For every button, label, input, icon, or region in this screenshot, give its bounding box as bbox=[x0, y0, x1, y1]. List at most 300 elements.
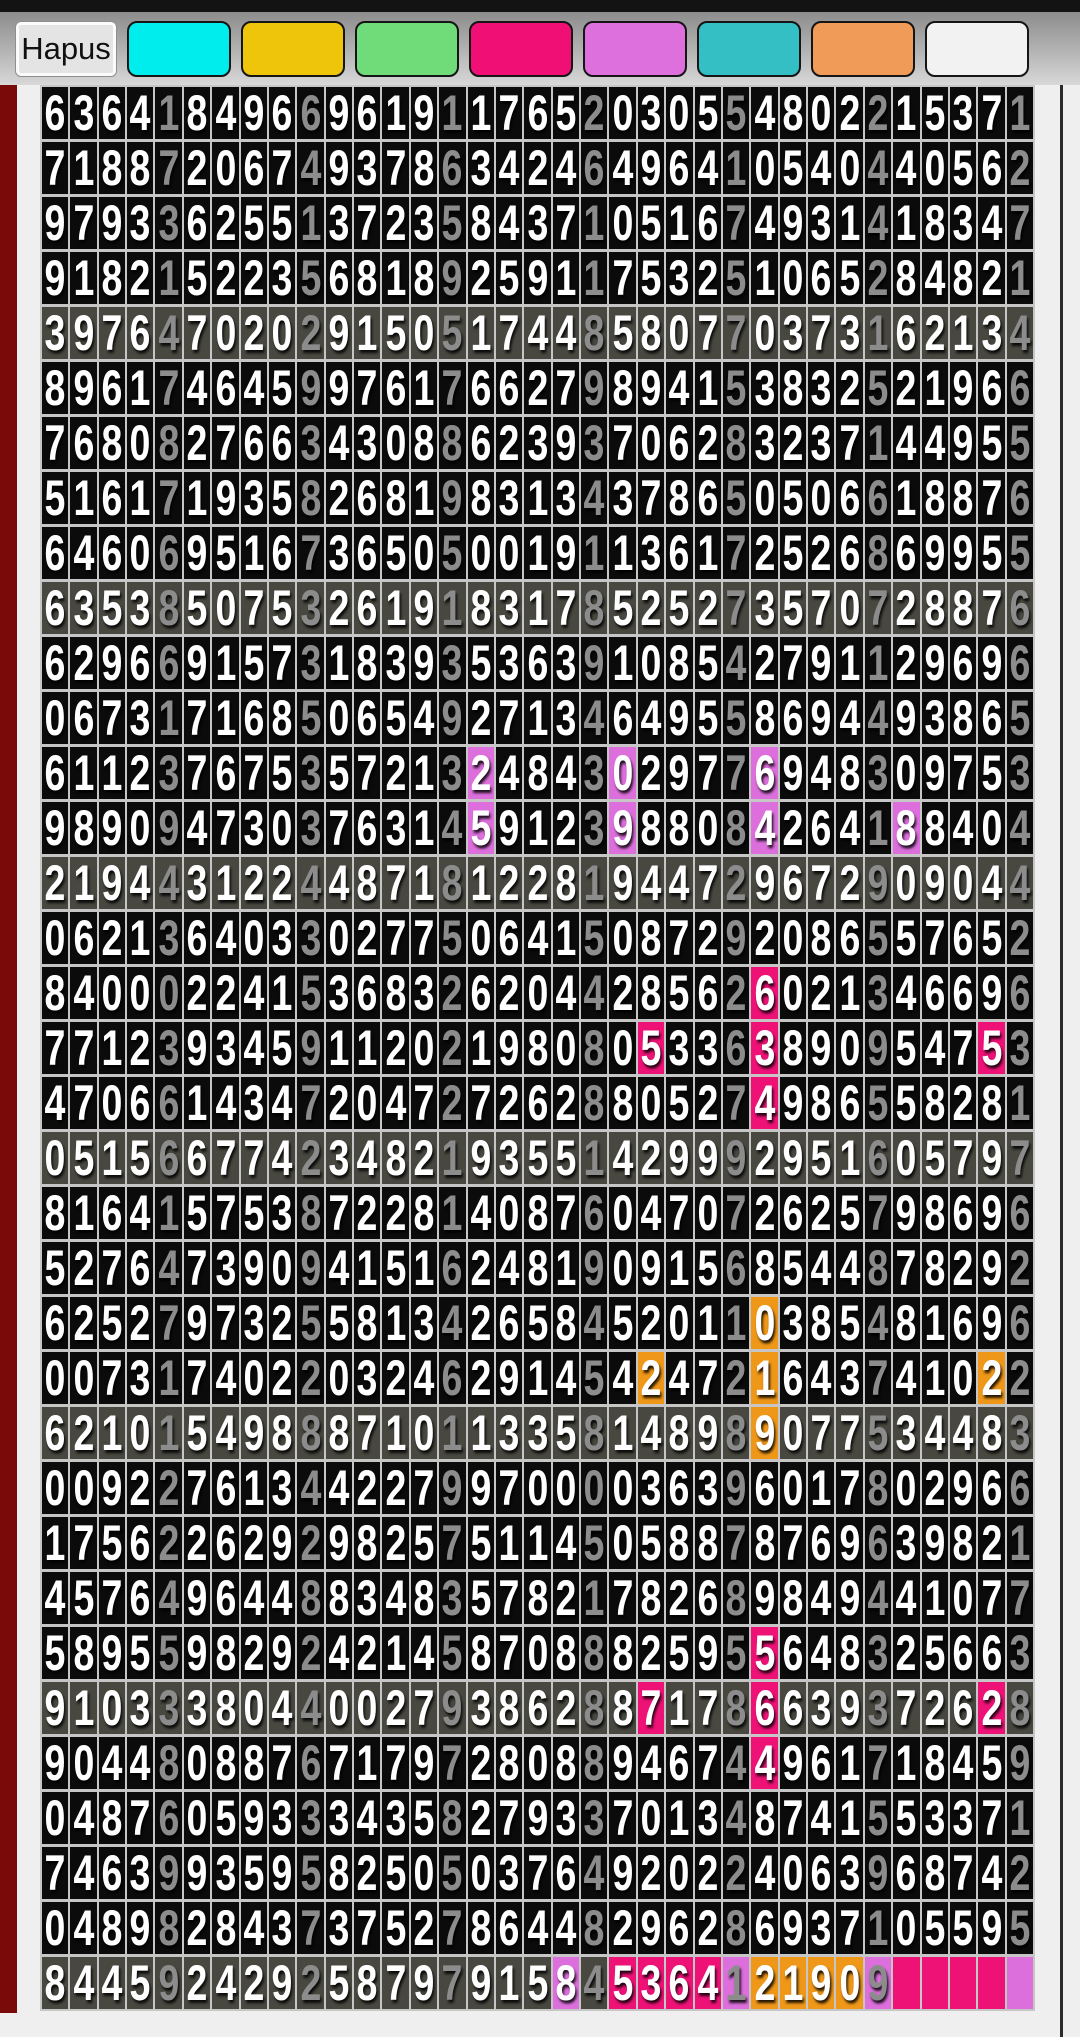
grid-cell[interactable] bbox=[609, 362, 635, 414]
grid-cell[interactable] bbox=[241, 692, 267, 744]
grid-cell[interactable] bbox=[751, 252, 777, 304]
grid-cell[interactable] bbox=[808, 1407, 834, 1459]
grid-cell[interactable] bbox=[609, 1407, 635, 1459]
grid-cell[interactable] bbox=[638, 197, 664, 249]
grid-cell[interactable] bbox=[155, 1737, 181, 1789]
grid-cell[interactable] bbox=[241, 1627, 267, 1679]
grid-cell[interactable] bbox=[468, 1407, 494, 1459]
grid-cell[interactable] bbox=[70, 362, 96, 414]
grid-cell[interactable] bbox=[978, 1022, 1004, 1074]
grid-cell[interactable] bbox=[780, 1682, 806, 1734]
grid-cell[interactable] bbox=[808, 1297, 834, 1349]
color-button-teal[interactable] bbox=[697, 21, 801, 77]
grid-cell[interactable] bbox=[382, 362, 408, 414]
grid-cell[interactable] bbox=[836, 582, 862, 634]
grid-cell[interactable] bbox=[155, 1957, 181, 2009]
grid-cell[interactable] bbox=[666, 197, 692, 249]
grid-cell[interactable] bbox=[836, 1902, 862, 1954]
grid-cell[interactable] bbox=[780, 1627, 806, 1679]
grid-cell[interactable] bbox=[326, 1407, 352, 1459]
grid-cell[interactable] bbox=[70, 87, 96, 139]
grid-cell[interactable] bbox=[269, 1187, 295, 1239]
grid-cell[interactable] bbox=[297, 1847, 323, 1899]
grid-cell[interactable] bbox=[155, 1077, 181, 1129]
grid-cell[interactable] bbox=[1007, 582, 1033, 634]
grid-cell[interactable] bbox=[978, 1517, 1004, 1569]
grid-cell[interactable] bbox=[212, 1737, 238, 1789]
grid-cell[interactable] bbox=[127, 1352, 153, 1404]
grid-cell[interactable] bbox=[922, 307, 948, 359]
grid-cell[interactable] bbox=[865, 1407, 891, 1459]
grid-cell[interactable] bbox=[581, 912, 607, 964]
grid-cell[interactable] bbox=[638, 1187, 664, 1239]
grid-cell[interactable] bbox=[411, 1737, 437, 1789]
grid-cell[interactable] bbox=[42, 692, 68, 744]
grid-cell[interactable] bbox=[212, 1627, 238, 1679]
grid-cell[interactable] bbox=[751, 1517, 777, 1569]
grid-cell[interactable] bbox=[609, 802, 635, 854]
grid-cell[interactable] bbox=[496, 857, 522, 909]
grid-cell[interactable] bbox=[354, 1737, 380, 1789]
grid-cell[interactable] bbox=[609, 692, 635, 744]
grid-cell[interactable] bbox=[581, 142, 607, 194]
grid-cell[interactable] bbox=[382, 967, 408, 1019]
grid-cell[interactable] bbox=[836, 307, 862, 359]
grid-cell[interactable] bbox=[439, 1132, 465, 1184]
grid-cell[interactable] bbox=[382, 1352, 408, 1404]
grid-cell[interactable] bbox=[354, 1902, 380, 1954]
grid-cell[interactable] bbox=[354, 417, 380, 469]
grid-cell[interactable] bbox=[666, 362, 692, 414]
grid-cell[interactable] bbox=[922, 252, 948, 304]
grid-cell[interactable] bbox=[581, 527, 607, 579]
grid-cell[interactable] bbox=[865, 1847, 891, 1899]
grid-cell[interactable] bbox=[978, 692, 1004, 744]
grid-cell[interactable] bbox=[155, 1627, 181, 1679]
grid-cell[interactable] bbox=[411, 197, 437, 249]
grid-cell[interactable] bbox=[922, 527, 948, 579]
grid-cell[interactable] bbox=[666, 1517, 692, 1569]
grid-cell[interactable] bbox=[326, 472, 352, 524]
grid-cell[interactable] bbox=[1007, 527, 1033, 579]
grid-cell[interactable] bbox=[723, 1957, 749, 2009]
grid-cell[interactable] bbox=[609, 1077, 635, 1129]
grid-cell[interactable] bbox=[723, 1077, 749, 1129]
grid-cell[interactable] bbox=[581, 747, 607, 799]
grid-cell[interactable] bbox=[524, 252, 550, 304]
grid-cell[interactable] bbox=[212, 362, 238, 414]
grid-cell[interactable] bbox=[893, 1792, 919, 1844]
grid-cell[interactable] bbox=[780, 252, 806, 304]
grid-cell[interactable] bbox=[638, 692, 664, 744]
grid-cell[interactable] bbox=[808, 967, 834, 1019]
grid-cell[interactable] bbox=[808, 582, 834, 634]
grid-cell[interactable] bbox=[297, 967, 323, 1019]
grid-cell[interactable] bbox=[439, 582, 465, 634]
grid-cell[interactable] bbox=[922, 1847, 948, 1899]
grid-cell[interactable] bbox=[978, 1627, 1004, 1679]
grid-cell[interactable] bbox=[780, 747, 806, 799]
grid-cell[interactable] bbox=[950, 1792, 976, 1844]
grid-cell[interactable] bbox=[865, 1297, 891, 1349]
grid-cell[interactable] bbox=[950, 967, 976, 1019]
grid-cell[interactable] bbox=[127, 1792, 153, 1844]
grid-cell[interactable] bbox=[553, 1462, 579, 1514]
grid-cell[interactable] bbox=[950, 1517, 976, 1569]
grid-cell[interactable] bbox=[865, 362, 891, 414]
grid-cell[interactable] bbox=[865, 197, 891, 249]
grid-cell[interactable] bbox=[581, 1077, 607, 1129]
grid-cell[interactable] bbox=[326, 1242, 352, 1294]
grid-cell[interactable] bbox=[978, 1682, 1004, 1734]
grid-cell[interactable] bbox=[70, 692, 96, 744]
grid-cell[interactable] bbox=[865, 1352, 891, 1404]
grid-cell[interactable] bbox=[1007, 1792, 1033, 1844]
grid-cell[interactable] bbox=[695, 1297, 721, 1349]
grid-cell[interactable] bbox=[808, 197, 834, 249]
grid-cell[interactable] bbox=[723, 1022, 749, 1074]
grid-cell[interactable] bbox=[70, 1682, 96, 1734]
grid-cell[interactable] bbox=[411, 582, 437, 634]
grid-cell[interactable] bbox=[978, 1187, 1004, 1239]
grid-cell[interactable] bbox=[865, 1077, 891, 1129]
grid-cell[interactable] bbox=[808, 1462, 834, 1514]
grid-cell[interactable] bbox=[1007, 967, 1033, 1019]
grid-cell[interactable] bbox=[609, 417, 635, 469]
grid-cell[interactable] bbox=[666, 1077, 692, 1129]
grid-cell[interactable] bbox=[269, 1407, 295, 1459]
grid-cell[interactable] bbox=[609, 1462, 635, 1514]
grid-cell[interactable] bbox=[808, 1792, 834, 1844]
grid-cell[interactable] bbox=[468, 362, 494, 414]
grid-cell[interactable] bbox=[155, 1847, 181, 1899]
grid-cell[interactable] bbox=[922, 747, 948, 799]
grid-cell[interactable] bbox=[836, 1737, 862, 1789]
grid-cell[interactable] bbox=[496, 1462, 522, 1514]
grid-cell[interactable] bbox=[127, 912, 153, 964]
grid-cell[interactable] bbox=[666, 1572, 692, 1624]
grid-cell[interactable] bbox=[42, 1572, 68, 1624]
grid-cell[interactable] bbox=[70, 747, 96, 799]
grid-cell[interactable] bbox=[695, 142, 721, 194]
grid-cell[interactable] bbox=[581, 1517, 607, 1569]
grid-cell[interactable] bbox=[723, 1407, 749, 1459]
grid-cell[interactable] bbox=[297, 747, 323, 799]
grid-cell[interactable] bbox=[865, 472, 891, 524]
grid-cell[interactable] bbox=[666, 142, 692, 194]
grid-cell[interactable] bbox=[581, 1737, 607, 1789]
grid-cell[interactable] bbox=[666, 1242, 692, 1294]
grid-cell[interactable] bbox=[1007, 1242, 1033, 1294]
grid-cell[interactable] bbox=[212, 417, 238, 469]
grid-cell[interactable] bbox=[127, 1627, 153, 1679]
grid-cell[interactable] bbox=[212, 1957, 238, 2009]
grid-cell[interactable] bbox=[326, 582, 352, 634]
grid-cell[interactable] bbox=[326, 967, 352, 1019]
grid-cell[interactable] bbox=[297, 362, 323, 414]
grid-cell[interactable] bbox=[241, 1902, 267, 1954]
grid-cell[interactable] bbox=[609, 307, 635, 359]
grid-cell[interactable] bbox=[70, 472, 96, 524]
grid-cell[interactable] bbox=[212, 307, 238, 359]
grid-cell[interactable] bbox=[553, 142, 579, 194]
grid-cell[interactable] bbox=[553, 197, 579, 249]
grid-cell[interactable] bbox=[780, 1242, 806, 1294]
grid-cell[interactable] bbox=[354, 472, 380, 524]
grid-cell[interactable] bbox=[723, 1242, 749, 1294]
grid-cell[interactable] bbox=[893, 802, 919, 854]
grid-cell[interactable] bbox=[269, 582, 295, 634]
grid-cell[interactable] bbox=[241, 1737, 267, 1789]
grid-cell[interactable] bbox=[127, 1242, 153, 1294]
grid-cell[interactable] bbox=[581, 1572, 607, 1624]
grid-cell[interactable] bbox=[581, 87, 607, 139]
grid-cell[interactable] bbox=[127, 582, 153, 634]
grid-cell[interactable] bbox=[99, 912, 125, 964]
grid-cell[interactable] bbox=[978, 1077, 1004, 1129]
grid-cell[interactable] bbox=[553, 1847, 579, 1899]
grid-cell[interactable] bbox=[155, 307, 181, 359]
grid-cell[interactable] bbox=[950, 1132, 976, 1184]
grid-cell[interactable] bbox=[836, 472, 862, 524]
grid-cell[interactable] bbox=[99, 1407, 125, 1459]
color-button-green[interactable] bbox=[355, 21, 459, 77]
grid-cell[interactable] bbox=[99, 802, 125, 854]
grid-cell[interactable] bbox=[70, 912, 96, 964]
grid-cell[interactable] bbox=[326, 692, 352, 744]
grid-cell[interactable] bbox=[609, 637, 635, 689]
grid-cell[interactable] bbox=[780, 692, 806, 744]
grid-cell[interactable] bbox=[382, 637, 408, 689]
grid-cell[interactable] bbox=[42, 1132, 68, 1184]
grid-cell[interactable] bbox=[666, 1462, 692, 1514]
grid-cell[interactable] bbox=[496, 802, 522, 854]
grid-cell[interactable] bbox=[155, 142, 181, 194]
grid-cell[interactable] bbox=[524, 142, 550, 194]
grid-cell[interactable] bbox=[723, 87, 749, 139]
grid-cell[interactable] bbox=[865, 1242, 891, 1294]
grid-cell[interactable] bbox=[496, 692, 522, 744]
grid-cell[interactable] bbox=[127, 1297, 153, 1349]
grid-cell[interactable] bbox=[70, 417, 96, 469]
grid-cell[interactable] bbox=[638, 1792, 664, 1844]
grid-cell[interactable] bbox=[496, 1407, 522, 1459]
grid-cell[interactable] bbox=[723, 637, 749, 689]
grid-cell[interactable] bbox=[836, 87, 862, 139]
grid-cell[interactable] bbox=[326, 1297, 352, 1349]
grid-cell[interactable] bbox=[780, 1462, 806, 1514]
grid-cell[interactable] bbox=[382, 527, 408, 579]
grid-cell[interactable] bbox=[297, 1132, 323, 1184]
grid-cell[interactable] bbox=[922, 1242, 948, 1294]
grid-cell[interactable] bbox=[241, 362, 267, 414]
grid-cell[interactable] bbox=[780, 1187, 806, 1239]
grid-cell[interactable] bbox=[808, 362, 834, 414]
grid-cell[interactable] bbox=[666, 307, 692, 359]
grid-cell[interactable] bbox=[695, 1407, 721, 1459]
grid-cell[interactable] bbox=[978, 637, 1004, 689]
grid-cell[interactable] bbox=[496, 912, 522, 964]
grid-cell[interactable] bbox=[1007, 252, 1033, 304]
grid-cell[interactable] bbox=[695, 1902, 721, 1954]
grid-cell[interactable] bbox=[411, 142, 437, 194]
grid-cell[interactable] bbox=[382, 307, 408, 359]
grid-cell[interactable] bbox=[155, 87, 181, 139]
grid-cell[interactable] bbox=[751, 1242, 777, 1294]
grid-cell[interactable] bbox=[836, 1352, 862, 1404]
grid-cell[interactable] bbox=[241, 1572, 267, 1624]
grid-cell[interactable] bbox=[99, 417, 125, 469]
grid-cell[interactable] bbox=[184, 1462, 210, 1514]
grid-cell[interactable] bbox=[99, 1737, 125, 1789]
grid-cell[interactable] bbox=[1007, 472, 1033, 524]
grid-cell[interactable] bbox=[354, 1297, 380, 1349]
grid-cell[interactable] bbox=[382, 1847, 408, 1899]
grid-cell[interactable] bbox=[922, 472, 948, 524]
grid-cell[interactable] bbox=[1007, 197, 1033, 249]
grid-cell[interactable] bbox=[439, 1847, 465, 1899]
grid-cell[interactable] bbox=[524, 1957, 550, 2009]
grid-cell[interactable] bbox=[241, 87, 267, 139]
grid-cell[interactable] bbox=[326, 1517, 352, 1569]
grid-cell[interactable] bbox=[751, 362, 777, 414]
grid-cell[interactable] bbox=[808, 1352, 834, 1404]
grid-cell[interactable] bbox=[723, 1682, 749, 1734]
grid-cell[interactable] bbox=[780, 417, 806, 469]
grid-cell[interactable] bbox=[468, 417, 494, 469]
grid-cell[interactable] bbox=[922, 142, 948, 194]
grid-cell[interactable] bbox=[695, 582, 721, 634]
grid-cell[interactable] bbox=[184, 1022, 210, 1074]
grid-cell[interactable] bbox=[269, 692, 295, 744]
grid-cell[interactable] bbox=[439, 307, 465, 359]
grid-cell[interactable] bbox=[836, 1792, 862, 1844]
grid-cell[interactable] bbox=[808, 747, 834, 799]
grid-cell[interactable] bbox=[751, 472, 777, 524]
grid-cell[interactable] bbox=[468, 912, 494, 964]
grid-cell[interactable] bbox=[127, 637, 153, 689]
grid-cell[interactable] bbox=[354, 802, 380, 854]
grid-cell[interactable] bbox=[297, 252, 323, 304]
grid-cell[interactable] bbox=[553, 967, 579, 1019]
grid-cell[interactable] bbox=[241, 1297, 267, 1349]
grid-cell[interactable] bbox=[184, 1627, 210, 1679]
grid-cell[interactable] bbox=[269, 1957, 295, 2009]
grid-cell[interactable] bbox=[808, 1572, 834, 1624]
grid-cell[interactable] bbox=[439, 1297, 465, 1349]
grid-cell[interactable] bbox=[808, 1957, 834, 2009]
grid-cell[interactable] bbox=[808, 912, 834, 964]
grid-cell[interactable] bbox=[212, 637, 238, 689]
grid-cell[interactable] bbox=[836, 197, 862, 249]
grid-cell[interactable] bbox=[978, 417, 1004, 469]
grid-cell[interactable] bbox=[922, 1077, 948, 1129]
grid-cell[interactable] bbox=[666, 1022, 692, 1074]
grid-cell[interactable] bbox=[893, 142, 919, 194]
grid-cell[interactable] bbox=[581, 1242, 607, 1294]
grid-cell[interactable] bbox=[893, 1737, 919, 1789]
grid-cell[interactable] bbox=[354, 307, 380, 359]
grid-cell[interactable] bbox=[326, 1682, 352, 1734]
grid-cell[interactable] bbox=[524, 1352, 550, 1404]
grid-cell[interactable] bbox=[42, 1297, 68, 1349]
grid-cell[interactable] bbox=[638, 472, 664, 524]
grid-cell[interactable] bbox=[723, 527, 749, 579]
grid-cell[interactable] bbox=[893, 857, 919, 909]
grid-cell[interactable] bbox=[496, 1627, 522, 1679]
grid-cell[interactable] bbox=[468, 1462, 494, 1514]
grid-cell[interactable] bbox=[269, 1682, 295, 1734]
grid-cell[interactable] bbox=[836, 1242, 862, 1294]
grid-cell[interactable] bbox=[326, 1792, 352, 1844]
grid-cell[interactable] bbox=[978, 527, 1004, 579]
grid-cell[interactable] bbox=[893, 197, 919, 249]
grid-cell[interactable] bbox=[638, 1627, 664, 1679]
grid-cell[interactable] bbox=[411, 747, 437, 799]
grid-cell[interactable] bbox=[127, 527, 153, 579]
grid-cell[interactable] bbox=[42, 637, 68, 689]
grid-cell[interactable] bbox=[695, 967, 721, 1019]
grid-cell[interactable] bbox=[893, 1957, 919, 2009]
grid-cell[interactable] bbox=[439, 1902, 465, 1954]
grid-cell[interactable] bbox=[978, 1847, 1004, 1899]
grid-cell[interactable] bbox=[695, 1132, 721, 1184]
grid-cell[interactable] bbox=[184, 1737, 210, 1789]
grid-cell[interactable] bbox=[496, 1077, 522, 1129]
grid-cell[interactable] bbox=[269, 417, 295, 469]
grid-cell[interactable] bbox=[439, 1407, 465, 1459]
grid-cell[interactable] bbox=[808, 527, 834, 579]
grid-cell[interactable] bbox=[978, 307, 1004, 359]
grid-cell[interactable] bbox=[439, 1352, 465, 1404]
grid-cell[interactable] bbox=[609, 912, 635, 964]
grid-cell[interactable] bbox=[212, 1297, 238, 1349]
grid-cell[interactable] bbox=[553, 1957, 579, 2009]
color-button-orange[interactable] bbox=[811, 21, 915, 77]
grid-cell[interactable] bbox=[354, 1957, 380, 2009]
grid-cell[interactable] bbox=[723, 362, 749, 414]
grid-cell[interactable] bbox=[723, 1572, 749, 1624]
grid-cell[interactable] bbox=[382, 1792, 408, 1844]
grid-cell[interactable] bbox=[751, 692, 777, 744]
grid-cell[interactable] bbox=[865, 1517, 891, 1569]
grid-cell[interactable] bbox=[836, 1187, 862, 1239]
grid-cell[interactable] bbox=[382, 1407, 408, 1459]
grid-cell[interactable] bbox=[695, 1462, 721, 1514]
grid-cell[interactable] bbox=[695, 1737, 721, 1789]
grid-cell[interactable] bbox=[127, 1022, 153, 1074]
grid-cell[interactable] bbox=[212, 692, 238, 744]
grid-cell[interactable] bbox=[269, 967, 295, 1019]
grid-cell[interactable] bbox=[524, 1682, 550, 1734]
grid-cell[interactable] bbox=[439, 142, 465, 194]
grid-cell[interactable] bbox=[1007, 912, 1033, 964]
color-button-gold[interactable] bbox=[241, 21, 345, 77]
grid-cell[interactable] bbox=[581, 1407, 607, 1459]
grid-cell[interactable] bbox=[553, 1242, 579, 1294]
grid-cell[interactable] bbox=[99, 1242, 125, 1294]
grid-cell[interactable] bbox=[836, 912, 862, 964]
grid-cell[interactable] bbox=[638, 1077, 664, 1129]
grid-cell[interactable] bbox=[127, 307, 153, 359]
grid-cell[interactable] bbox=[666, 637, 692, 689]
grid-cell[interactable] bbox=[184, 87, 210, 139]
grid-cell[interactable] bbox=[751, 1792, 777, 1844]
grid-cell[interactable] bbox=[70, 1572, 96, 1624]
grid-cell[interactable] bbox=[241, 142, 267, 194]
grid-cell[interactable] bbox=[42, 857, 68, 909]
grid-cell[interactable] bbox=[751, 1187, 777, 1239]
